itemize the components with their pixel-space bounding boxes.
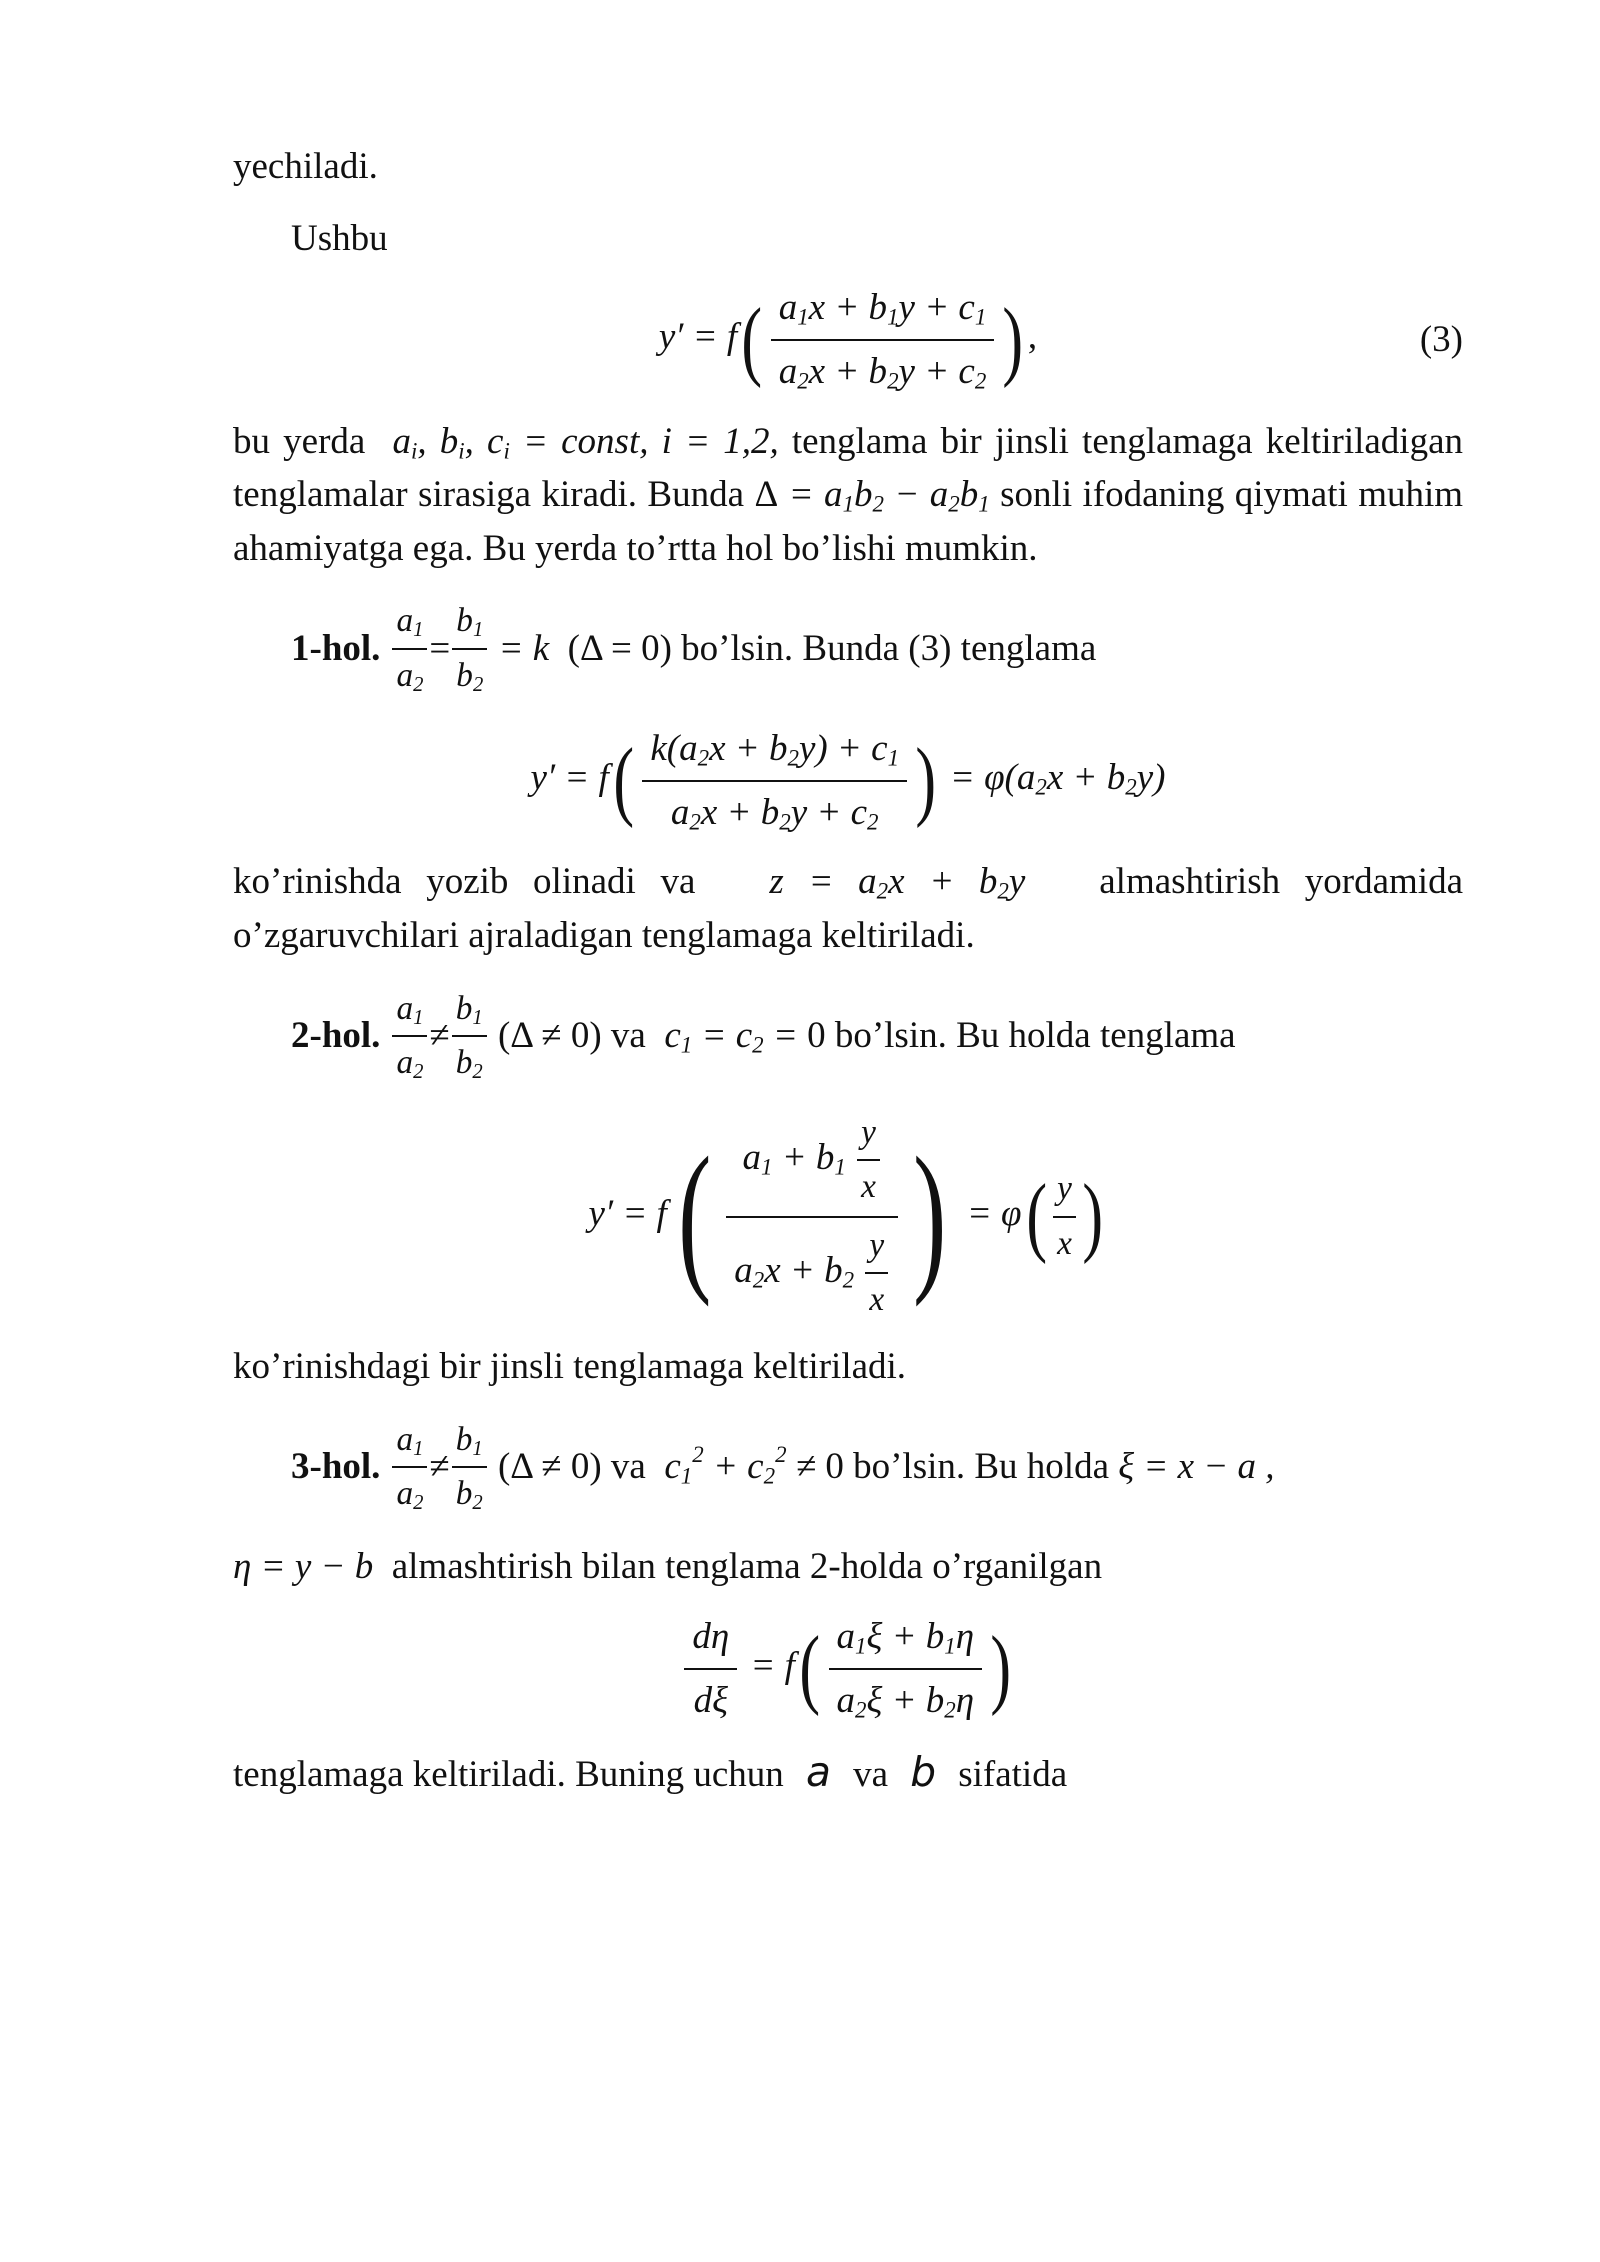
paragraph-final: tenglamaga keltiriladi. Buning uchun a va b sifatida <box>233 1748 1068 1797</box>
paragraph-definition: bu yerda $a_i$, $b_i$, $c_i$ = const, i = 1,2, tenglama bir jinsli tenglamaga keltiriladigan tenglamalar sirasiga kiradi. Bunda $\Delta = a_1b_2 - a_2b_1$ sonli ifodaning qiymati muhim ahamiyatga ega. Bu yerda to’rtta hol bo’lishi mumkin. <box>233 420 1464 569</box>
case-2-label: 2-hol. <box>291 1015 381 1057</box>
case-2-heading: 2-hol. $\frac{a_1}{a_2}$ ≠ $\frac{b_1}{b_2}$ (Δ ≠ 0) va $c_1 = c_2 = 0$ bo’lsin. Bu holda tenglama <box>233 985 1463 1088</box>
equation-case-1: y′ = f( $\frac{k(a_2x + b_2y) + c_1}{a_2x + b_2y + c_2}$ ) = $\varphi(a_2x + b_2y)$ <box>233 722 1463 839</box>
equation-case-2: y′ = f( $a_1 + b_1$ $\frac{y}{x}$ $a_2x + b_2$ $\frac{y}{x}$ ) = φ( $\frac{y}{x}$ ) <box>233 1109 1463 1324</box>
equation-case-3: $\frac{d\eta}{d\xi}$ = f( $\frac{a_1\xi + b_1\eta}{a_2\xi + b_2\eta}$ ) <box>233 1610 1463 1727</box>
text-ushbu: Ushbu <box>291 217 388 259</box>
paragraph-case-3: η = y − b almashtirish bilan tenglama 2-holda o’rganilgan <box>233 1546 1103 1588</box>
equation-number: (3) <box>1419 319 1463 361</box>
document-page <box>233 140 1463 1802</box>
paragraph-case-1: ko’rinishda yozib olinadi va $z = a_2x + b_2y$ almashtirish yordamida o’zgaruvchilari ajraladigan tenglamaga keltiriladi. <box>233 861 1464 956</box>
case-3-label: 3-hol. <box>291 1446 381 1488</box>
text-yechiladi: yechiladi. <box>233 146 378 187</box>
case-1-label: 1-hol. <box>291 627 381 669</box>
paragraph-case-2: ko’rinishdagi bir jinsli tenglamaga keltiriladi. <box>233 1346 907 1388</box>
equation-3: y′ = f( $\frac{a_1x + b_1y + c_1}{a_2x + b_2y + c_2}$ ) , (3) <box>233 281 1463 398</box>
case-3-heading: 3-hol. $\frac{a_1}{a_2}$ ≠ $\frac{b_1}{b_2}$ (Δ ≠ 0) va $c_1^2 + c_2^2 \ne 0$ bo’lsin. Bu holda ξ = x − a , <box>233 1416 1463 1519</box>
case-1-heading: 1-hol. $\frac{a_1}{a_2}$ = $\frac{b_1}{b_2}$ = k (Δ = 0) bo’lsin. Bunda (3) tenglama <box>233 597 1463 700</box>
